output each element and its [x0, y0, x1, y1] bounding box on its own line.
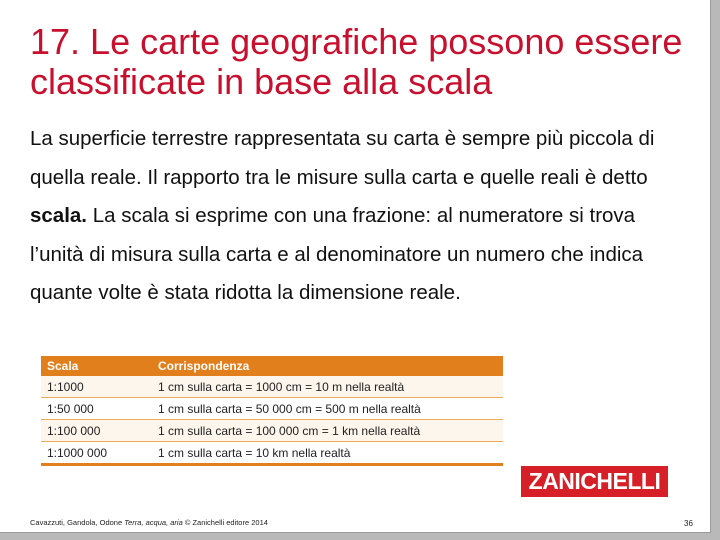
- table-cell-correspondence: 1 cm sulla carta = 10 km nella realtà: [152, 442, 503, 465]
- table-header-scala: Scala: [41, 356, 152, 376]
- zanichelli-logo: ZANICHELLI: [521, 466, 668, 497]
- table-cell-correspondence: 1 cm sulla carta = 50 000 cm = 500 m nella realtà: [152, 398, 503, 420]
- footer-publisher: © Zanichelli editore 2014: [182, 518, 268, 527]
- table-header-corrispondenza: Corrispondenza: [152, 356, 503, 376]
- footer-authors: Cavazzuti, Gandola, Odone: [30, 518, 125, 527]
- slide-title: 17. Le carte geografiche possono essere classificate in base alla scala: [30, 21, 683, 102]
- table-cell-scale: 1:1000: [41, 376, 152, 398]
- table-cell-correspondence: 1 cm sulla carta = 100 000 cm = 1 km nella realtà: [152, 420, 503, 442]
- footer-book-title: Terra, acqua, aria: [124, 518, 183, 527]
- body-text-bold: scala.: [30, 204, 87, 228]
- table-row: [41, 398, 503, 420]
- table-cell-scale: 1:1000 000: [41, 442, 152, 465]
- body-text-part1: La superficie terrestre rappresentata su carta è sempre più piccola di quella reale. Il rapporto tra le misure sulla carta e quelle reali è detto: [30, 127, 655, 189]
- table-cell-scale: 1:100 000: [41, 420, 152, 442]
- table-row: [41, 442, 503, 465]
- page-number: 36: [684, 519, 693, 528]
- body-text-part2: La scala si esprime con una frazione: al numeratore si trova l’unità di misura sulla carta e al denominatore un numero che indica quante volte è stata ridotta la dimensione reale.: [30, 204, 644, 305]
- table-cell-scale: 1:50 000: [41, 398, 152, 420]
- table-cell-correspondence: 1 cm sulla carta = 1000 cm = 10 m nella realtà: [152, 376, 503, 398]
- table-header-row: [41, 356, 503, 376]
- scale-table: [41, 356, 503, 466]
- body-paragraph: [30, 120, 690, 313]
- table-row: [41, 376, 503, 398]
- table-row: [41, 420, 503, 442]
- footer-credits: [30, 518, 268, 527]
